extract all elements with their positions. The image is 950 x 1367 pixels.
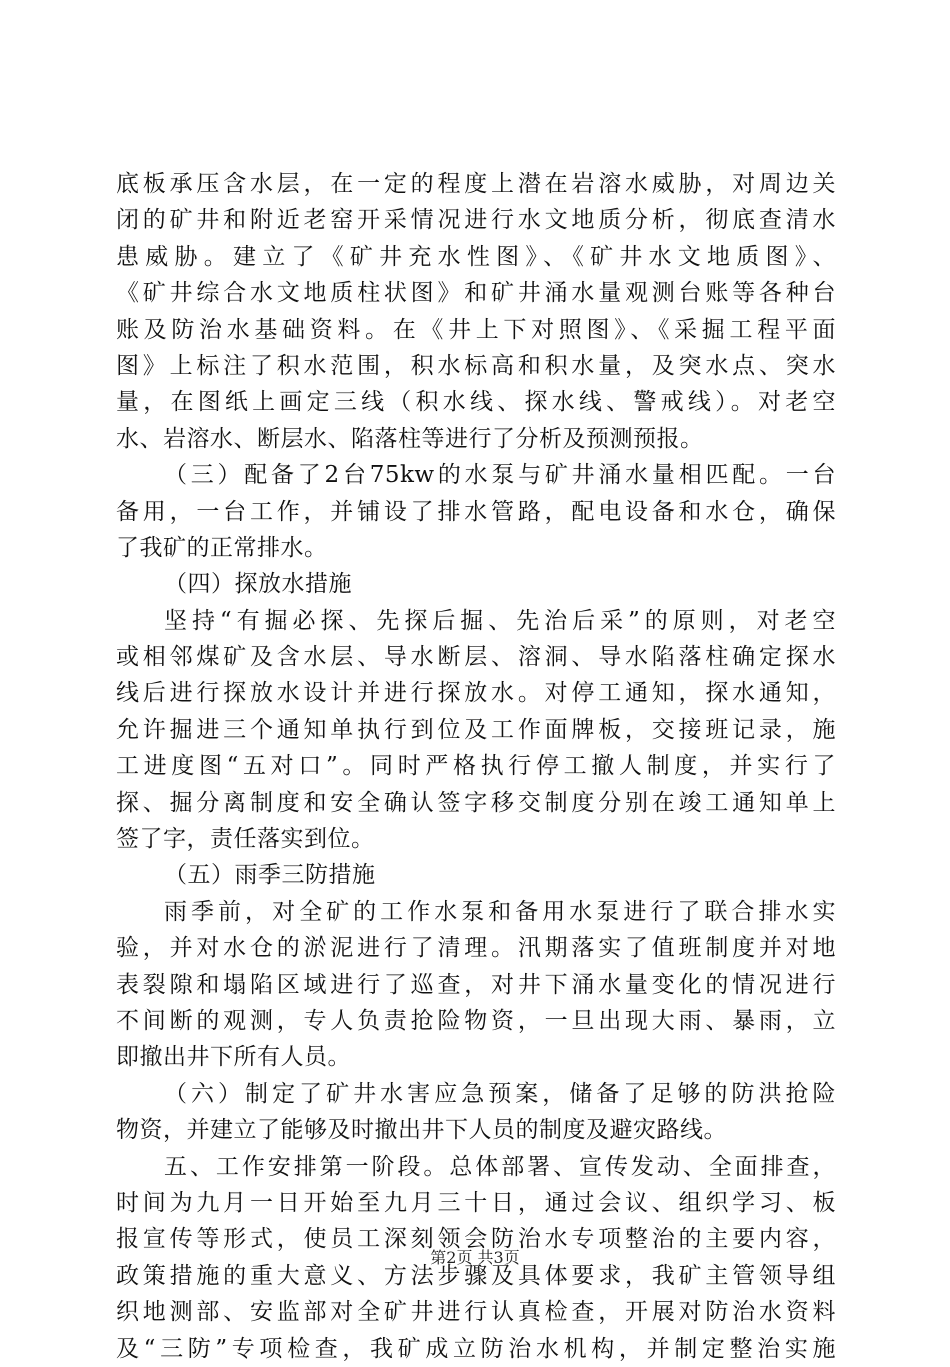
text-line: 政策措施的重大意义、方法步骤及具体要求，我矿主管领导组 (116, 1262, 836, 1289)
text-line: 水、岩溶水、断层水、陷落柱等进行了分析及预测预报。 (116, 425, 704, 452)
text-line: 或相邻煤矿及含水层、导水断层、溶洞、导水陷落柱确定探水 (116, 644, 836, 671)
text-line: 量，在图纸上画定三线（积水线、探水线、警戒线）。对老空 (116, 389, 836, 416)
text-line: 备用，一台工作，并铺设了排水管路，配电设备和水仓，确保 (116, 498, 836, 525)
text-line: （五）雨季三防措施 (164, 862, 376, 889)
text-line: 时间为九月一日开始至九月三十日，通过会议、组织学习、板 (116, 1189, 836, 1216)
text-line: 患威胁。建立了《矿井充水性图》、《矿井水文地质图》、 (116, 243, 836, 270)
text-line: 表裂隙和塌陷区域进行了巡查，对井下涌水量变化的情况进行 (116, 971, 836, 998)
text-line: 报宣传等形式，使员工深刻领会防治水专项整治的主要内容， (116, 1226, 836, 1253)
page-footer: 第2页 共3页 (430, 1248, 520, 1267)
text-line: 验，并对水仓的淤泥进行了清理。汛期落实了值班制度并对地 (116, 935, 836, 962)
text-line: （六）制定了矿井水害应急预案，储备了足够的防洪抢险 (164, 1080, 836, 1107)
document-body (116, 166, 836, 1367)
text-line: 及“三防”专项检查，我矿成立防治水机构，并制定整治实施 (116, 1335, 836, 1362)
text-line: 不间断的观测，专人负责抢险物资，一旦出现大雨、暴雨，立 (116, 1007, 836, 1034)
text-line: 即撤出井下所有人员。 (116, 1044, 351, 1071)
text-line: 坚持“有掘必探、先探后掘、先治后采”的原则，对老空 (164, 607, 836, 634)
text-line: 底板承压含水层，在一定的程度上潜在岩溶水威胁，对周边关 (116, 171, 836, 197)
text-line: （三）配备了2台75kw的水泵与矿井涌水量相匹配。一台 (164, 462, 836, 489)
text-line: 签了字，责任落实到位。 (116, 826, 375, 853)
text-line: 工进度图“五对口”。同时严格执行停工撤人制度，并实行了 (116, 753, 836, 780)
text-line: 了我矿的正常排水。 (116, 534, 328, 561)
text-line: 物资，并建立了能够及时撤出井下人员的制度及避灾路线。 (116, 1117, 727, 1144)
text-line: 允许掘进三个通知单执行到位及工作面牌板，交接班记录，施 (116, 716, 836, 743)
text-line: 探、掘分离制度和安全确认签字移交制度分别在竣工通知单上 (116, 789, 836, 816)
text-line: 《矿井综合水文地质柱状图》和矿井涌水量观测台账等各种台 (116, 280, 836, 307)
text-line: 雨季前，对全矿的工作水泵和备用水泵进行了联合排水实 (164, 898, 836, 925)
text-line: （四）探放水措施 (164, 571, 352, 598)
text-line: 织地测部、安监部对全矿井进行认真检查，开展对防治水资料 (116, 1299, 836, 1326)
text-line: 闭的矿井和附近老窑开采情况进行水文地质分析，彻底查清水 (116, 207, 836, 234)
text-line: 账及防治水基础资料。在《井上下对照图》、《采掘工程平面 (116, 316, 836, 343)
text-line: 五、工作安排第一阶段。总体部署、宣传发动、全面排查， (164, 1153, 836, 1180)
text-line: 线后进行探放水设计并进行探放水。对停工通知，探水通知， (116, 680, 836, 707)
text-line: 图》上标注了积水范围，积水标高和积水量，及突水点、突水 (116, 352, 836, 379)
